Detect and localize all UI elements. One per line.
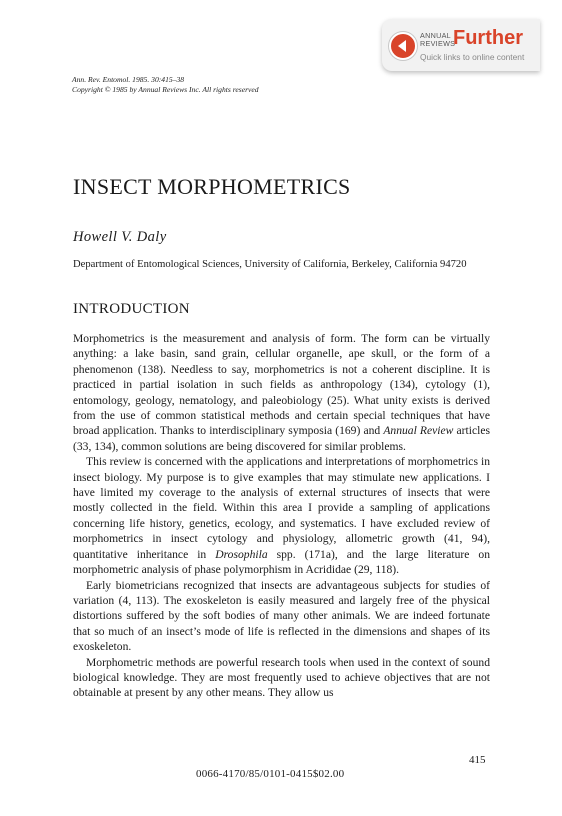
paragraph-3: Early biometricians recognized that insects are advantageous subjects for studies of variation (4, 113). The exoskeleton is easily measured and largely free of the physical distortions suffered by the soft bodies of many other animals. We are indeed fortunate that so much of an insect’s mode of life is reflected in the dimensions and shapes of its exoskeleton. <box>73 578 490 654</box>
author-name: Howell V. Daly <box>73 229 167 245</box>
paragraph-2: This review is concerned with the applications and interpretations of morphometrics in insect biology. My purpose is to give examples that may stimulate new applications. I have limited my coverage to the analysis of external structures of insects that were mostly collected in the field. Within this area I provide a sampling of applications concerning life history, genetics, ecology, and systematics. I have excluded review of morphometrics in insect cytology and physiology, allometric growth (41, 94), quantitative inheritance in Drosophila spp. (171a), and the large literature on morphometric analysis of phase polymorphism in Acrididae (29, 118). <box>73 455 490 577</box>
copyright-line: Copyright © 1985 by Annual Reviews Inc. All rights reserved <box>72 85 259 94</box>
footer-code: 0066-4170/85/0101-0415$02.00 <box>196 768 345 780</box>
badge-further-label: Further <box>453 27 523 49</box>
arrow-left-circle-icon[interactable] <box>389 32 417 60</box>
annual-reviews-further-badge[interactable] <box>382 19 540 71</box>
badge-subtitle: Quick links to online content <box>420 52 525 62</box>
citation-line: Ann. Rev. Entomol. 1985. 30:415–38 <box>72 75 185 84</box>
author-affiliation: Department of Entomological Sciences, University of California, Berkeley, California 94720 <box>73 259 467 270</box>
paragraph-1: Morphometrics is the measurement and analysis of form. The form can be virtually anything: a lake basin, sand grain, cellular organelle, ape skull, or the form of a phenomenon (138). Needless to say, morphometrics is not a coherent discipline. It is practiced in partial isolation in such fields as anthropology (134), cytology (1), entomology, geology, nematology, and paleobiology (25). What unity exists is derived from the use of common statistical methods and certain special techniques that have broad application. Thanks to interdisciplinary symposia (169) and Annual Review articles (33, 134), common solutions are being discovered for similar problems. <box>73 332 490 453</box>
section-heading: INTRODUCTION <box>73 301 190 317</box>
paragraph-4: Morphometric methods are powerful research tools when used in the context of sound biological knowledge. They are most frequently used to achieve objectives that are not obtainable at present by any other means. They allow us <box>73 655 490 700</box>
journal-citation <box>72 75 259 95</box>
badge-publisher-label: ANNUAL REVIEWS <box>420 31 456 48</box>
article-body <box>73 331 490 701</box>
article-title: INSECT MORPHOMETRICS <box>73 174 351 199</box>
page-number: 415 <box>469 754 486 766</box>
